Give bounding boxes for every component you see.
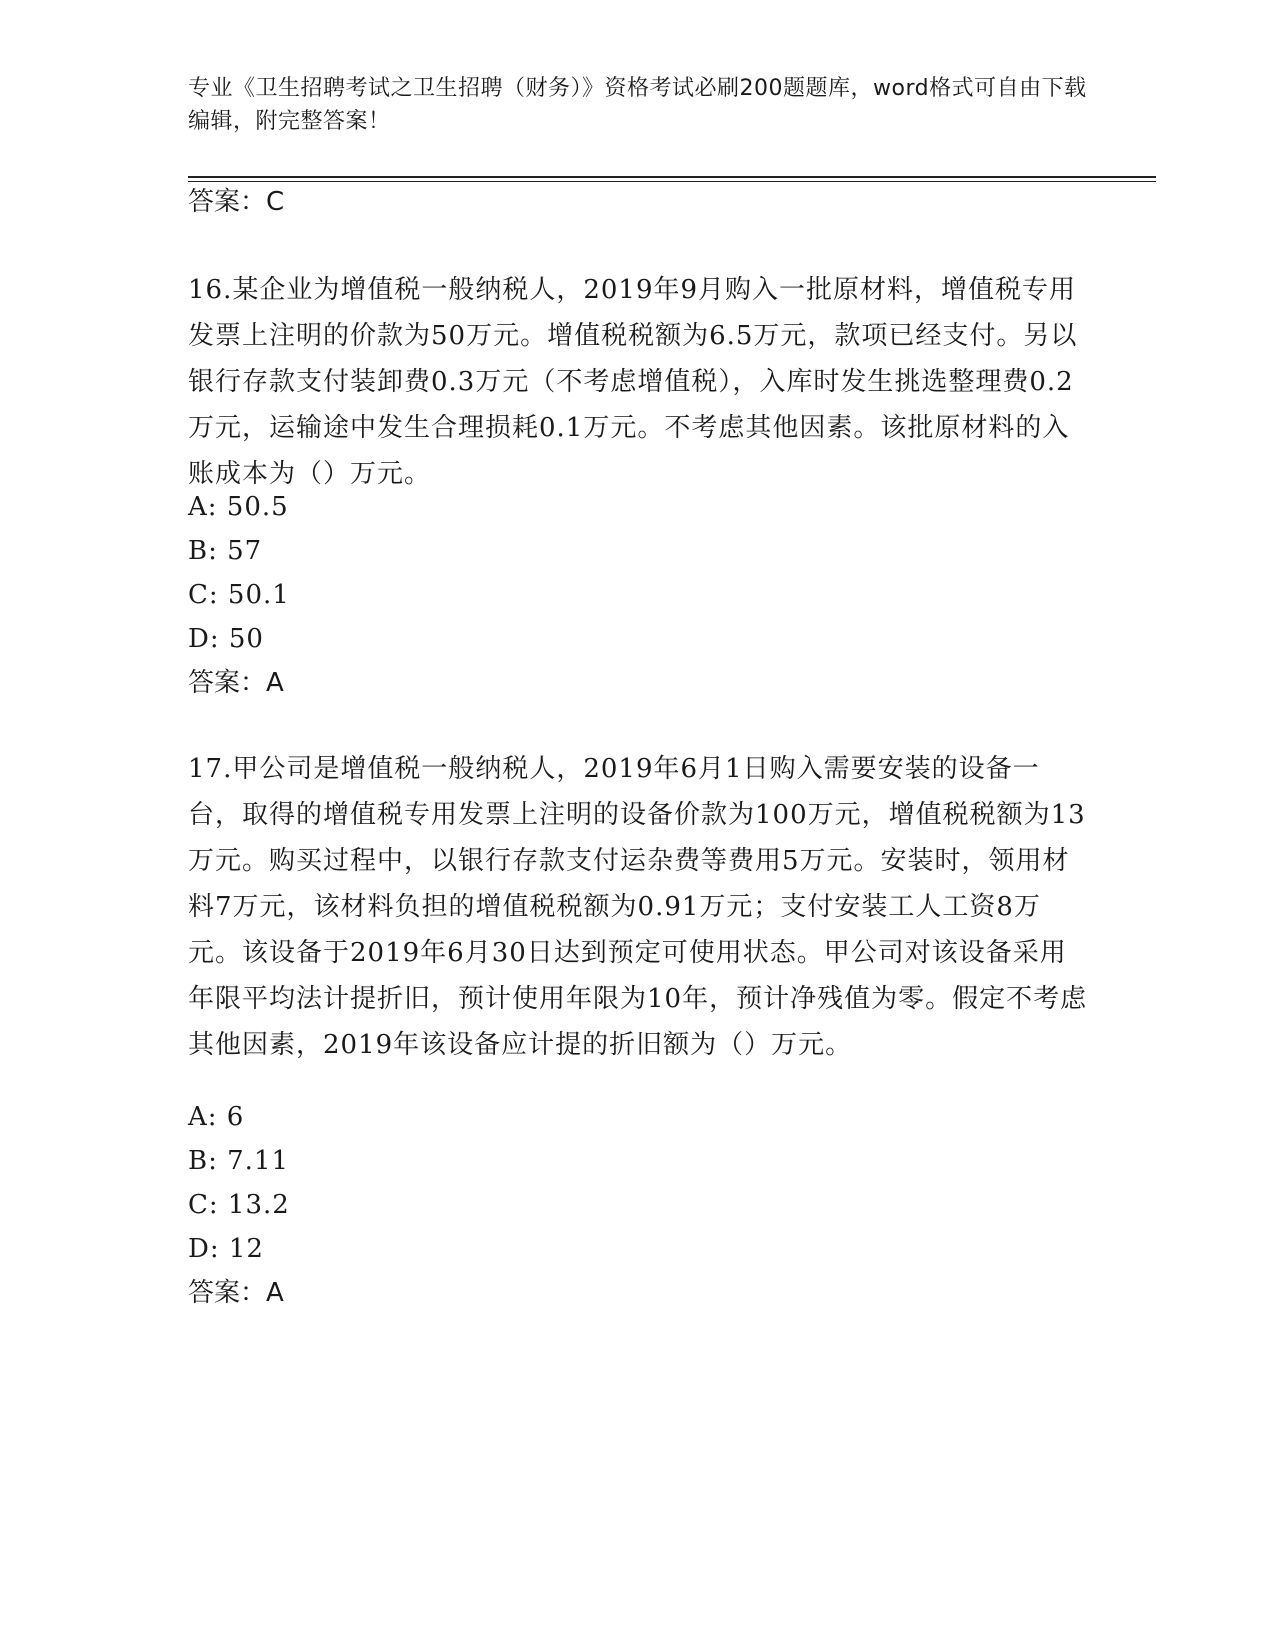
question-16-answer: 答案：A (188, 668, 284, 698)
question-16-text: 16.某企业为增值税一般纳税人，2019年9月购入一批原材料，增值税专用发票上注明的价款为50万元。增值税税额为6.5万元，款项已经支付。另以银行存款支付装卸费0.3万元（不考虑增值税），入库时发生挑选整理费0.2万元，运输途中发生合理损耗0.1万元。不考虑其他因素。该批原材料的入账成本为（）万元。 (188, 275, 1078, 489)
document-header: 专业《卫生招聘考试之卫生招聘（财务）》资格考试必刷200题题库，word格式可自由下载编辑，附完整答案！ (188, 76, 1087, 134)
header-divider-thick (188, 176, 1156, 178)
question-16-option-b: B: 57 (188, 536, 263, 566)
question-16-option-c: C: 50.1 (188, 580, 290, 610)
question-17-answer: 答案：A (188, 1278, 284, 1308)
question-17-option-b: B: 7.11 (188, 1146, 290, 1176)
question-16-option-a: A: 50.5 (188, 492, 289, 522)
previous-answer: 答案：C (188, 187, 285, 217)
question-17-option-a: A: 6 (188, 1102, 245, 1132)
question-17-text: 17.甲公司是增值税一般纳税人，2019年6月1日购入需要安装的设备一台，取得的增值税专用发票上注明的设备价款为100万元，增值税税额为13万元。购买过程中，以银行存款支付运杂费等费用5万元。安装时，领用材料7万元，该材料负担的增值税税额为0.91万元；支付安装工人工资8万元。该设备于2019年6月30日达到预定可使用状态。甲公司对该设备采用年限平均法计提折旧，预计使用年限为10年，预计净残值为零。假定不考虑其他因素，2019年该设备应计提的折旧额为（）万元。 (188, 754, 1088, 1060)
question-17-option-d: D: 12 (188, 1234, 264, 1264)
question-17-option-c: C: 13.2 (188, 1190, 290, 1220)
question-16-option-d: D: 50 (188, 624, 264, 654)
